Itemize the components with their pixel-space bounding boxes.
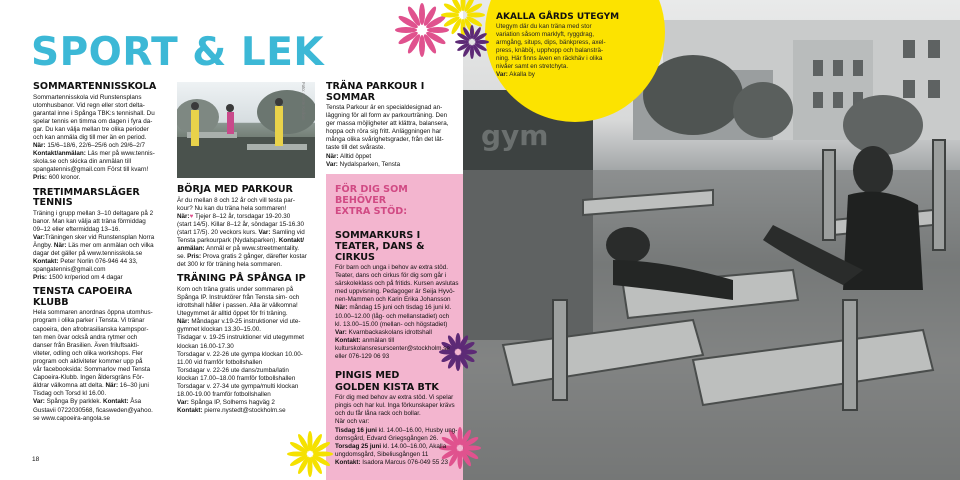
- parkour-summer-text-3: ger massa möjligheter att klättra, balansera,: [326, 120, 449, 128]
- pingis-text-2: pingis och har kul. Inga förkunskaper krävs: [335, 402, 455, 410]
- tennis-heading: SOMMARTENNISSKOLA: [33, 81, 157, 92]
- parkour-photo: [177, 82, 315, 178]
- tennis-camp-heading: TRETIMMARSLÄGER TENNIS: [33, 186, 140, 209]
- spanga-ip-text-1: Kom och träna gratis under sommaren på: [177, 285, 294, 293]
- parkour-start-text-7: se. Pris: Prova gratis 2 gånger, därefter kostar: [177, 253, 307, 261]
- parkour-start-text-6: anmälan: Anmäl er på www.streetmentality.: [177, 245, 300, 253]
- support-heading-2: EXTRA STÖD:: [335, 206, 408, 217]
- capoeira-text-2: program i olika parker i Tensta. Vi tränar: [33, 317, 145, 325]
- tennis-camp-contact: Kontakt: Peter Norlin 076-946 44 33,: [33, 258, 138, 266]
- pingis-heading-1: PINGIS MED: [335, 370, 400, 382]
- spanga-ip-text-10: Torsdagar v. 22-26 ute dans/zumba/latin: [177, 366, 289, 374]
- support-heading-1: FÖR DIG SOM BEHÖVER: [335, 184, 408, 206]
- capoeira-heading: TENSTA CAPOEIRA KLUBB: [33, 286, 133, 308]
- circus-text-3: särskoleklass och på fritids. Kursen avslutas: [335, 280, 459, 288]
- circus-heading-1: SOMMARKURS I: [335, 229, 421, 241]
- tennis-text-5: gar. Du kan välja mellan tre olika perioder: [33, 125, 149, 133]
- circus-text-7: kl. 13.00–15.00 (mellan- och högstadiet): [335, 320, 448, 328]
- pingis-text-6: ungdomsgård, Sibeliusgången 11: [335, 450, 429, 458]
- utegym-text-6: nivåer samt en stretchyta.: [496, 63, 569, 70]
- capoeira-text-4: ten men övar också andra rytmer och: [33, 333, 138, 341]
- circus-contact: Kontakt: anmälan till: [335, 336, 395, 344]
- capoeira-text-5: danser från Brasilien. Även friluftsakti-: [33, 341, 140, 349]
- parkour-start-text-8: det 300 kr för träning hela sommaren.: [177, 261, 283, 269]
- spanga-ip-where: Var: Spånga IP, Solhems hagväg 2: [177, 399, 275, 407]
- parkour-summer-text-5: många olika svårighetsgrader, från det lät-: [326, 136, 444, 144]
- spanga-ip-text-8: Torsdagar v. 22-26 ute gympa klockan 10.00-: [177, 350, 303, 358]
- column-left: [33, 82, 166, 423]
- spanga-ip-text-13: 18.00-19.00 framför fotbollshallen: [177, 391, 271, 399]
- parkour-summer-text-1: Tensta Parkour är en specialdesignad an-: [326, 104, 443, 111]
- pingis-heading-2: GOLDEN KISTA BTK: [335, 381, 439, 393]
- spanga-ip-text-3: idrottshall håller i passen. Alla är välkomna!: [177, 302, 298, 310]
- tennis-camp-text-2: banor. Man kan välja att träna förmiddag: [33, 217, 146, 225]
- spanga-ip-text-6: Tisdagar v. 19-25 instruktioner vid utegymmet: [177, 334, 305, 342]
- parkour-summer-where: Var: Nydalsparken, Tensta: [326, 160, 401, 168]
- spanga-ip-text-4: Utegymmet är alltid öppet för fri träning.: [177, 310, 288, 318]
- parkour-start-text-2: kour? Nu kan du träna hela sommaren!: [177, 204, 287, 212]
- pingis-text-1: För dig med behov av extra stöd. Vi spelar: [335, 394, 454, 402]
- flower-decoration-bottom-yellow: [284, 428, 336, 480]
- pingis-contact: Kontakt: Isadora Marcus 076-049 55 23: [335, 458, 449, 466]
- capoeira-where: Var: Spånga By parklek. Kontakt: Åsa: [33, 398, 142, 406]
- capoeira-contact-2: Gustavii 0722030568, ficasweden@yahoo.: [33, 406, 153, 414]
- utegym-where: Var: Akalla by: [496, 71, 535, 78]
- pingis-text-4: När och var:: [335, 418, 370, 426]
- parkour-summer-when: När: Alltid öppet: [326, 152, 372, 160]
- parkour-summer-heading: TRÄNA PARKOUR I SOMMAR: [326, 81, 425, 103]
- column-extra-support: [335, 185, 461, 467]
- capoeira-text-10: äldrar välkomna att delta. När: 16–30 juni: [33, 382, 149, 390]
- photo-credit: Foto: Anette Kalliom: [301, 82, 306, 121]
- tennis-camp-price: Pris: 1500 kr/period om 4 dagar: [33, 274, 123, 282]
- pingis-text-5: domsgård, Edvard Griegsgången 26.: [335, 434, 439, 442]
- tennis-when: När: 15/6–18/6, 22/6–25/6 och 29/6–2/7: [33, 142, 146, 150]
- flower-decoration-top-purple: [452, 22, 492, 62]
- parkour-summer-text-4: hoppa och röra sig fritt. Anläggningen har: [326, 128, 442, 136]
- tennis-contact-3: spangatennis@gmail.com Först till kvarn!: [33, 166, 149, 174]
- utegym-text-4: press, knäböj, upphopp och balansträ-: [496, 47, 604, 54]
- tennis-camp-text-4: dagar det gäller på www.tennisskola.se: [33, 250, 143, 257]
- circus-text-6: 10.00–12.00 (låg- och mellanstadiet) och: [335, 312, 450, 320]
- circus-text-5: nen-Mammen och Karin Erika Johansson: [335, 296, 451, 304]
- tennis-camp-text-3: 09–12 eller eftermiddag 13–16.: [33, 225, 121, 233]
- parkour-start-text-5: Tensta parkourpark (Nydalsparken). Kontakt/: [177, 236, 305, 244]
- parkour-start-text-3: (start 14/5). Killar 8–12 år, söndagar 15-16.30: [177, 220, 305, 228]
- utegym-text-1: Utegym där du kan träna med stor: [496, 23, 592, 30]
- tennis-camp-contact-2: spangatennis@gmail.com: [33, 266, 106, 274]
- parkour-start-when: När:♥ Tjejer 8–12 år, torsdagar 19-20.30: [177, 212, 291, 220]
- tennis-text-2: utomhusbanor. Vid regn eller stort delta-: [33, 101, 145, 109]
- pingis-text-3: och du får låna rack och bollar.: [335, 410, 421, 418]
- spanga-ip-text-2: Spånga IP. Instruktörer från Tensta sim- och: [177, 293, 300, 301]
- capoeira-contact-3: se www.capoeira-angola.se: [33, 414, 111, 422]
- circus-when: När: måndag 15 juni och tisdag 16 juni kl.: [335, 304, 452, 312]
- utegym-text-2: variation såsom marklyft, ryggdrag,: [496, 31, 594, 38]
- tennis-camp-where: Var:Träningen sker vid Runstensplan Norra: [33, 233, 155, 241]
- tennis-contact-2: skola.se och skicka din anmälan till: [33, 158, 131, 166]
- capoeira-text-9: Capoeira-Klubb. Ingen åldersgräns För-: [33, 374, 144, 382]
- svg-text:gym: gym: [481, 119, 549, 152]
- capoeira-text-8: vår facebooksida: Sommarlov med Tensta: [33, 366, 151, 374]
- tennis-camp-text-1: Träning i grupp mellan 3–10 deltagare på 2: [33, 209, 154, 217]
- parkour-start-heading: BÖRJA MED PARKOUR: [177, 184, 293, 195]
- parkour-summer-text-2: läggning för all form av parkourträning. Den: [326, 112, 448, 120]
- spanga-ip-contact: Kontakt: pierre.nystedt@stockholm.se: [177, 407, 286, 415]
- tennis-price: Pris: 600 kronor.: [33, 174, 81, 182]
- capoeira-text-11: Tisdag och Torsd kl 16.00.: [33, 390, 107, 398]
- spanga-ip-when: När: Måndagar v.19-25 instruktioner vid ute-: [177, 318, 301, 326]
- parkour-summer-text-6: taste till det svåraste.: [326, 144, 386, 152]
- spanga-ip-text-12: Torsdagar v. 27-34 ute gympa/multi klockan: [177, 382, 299, 390]
- capoeira-text-6: viteter, odling och olika workshops. Fler: [33, 349, 143, 357]
- circus-where: Var: Kvarnbackaskolans idrottshall: [335, 328, 432, 336]
- tennis-text-1: Sommartennisskola vid Runstensplans: [33, 93, 142, 101]
- circus-contact-3: eller 076-129 06 93: [335, 353, 390, 361]
- parkour-photo-art: [177, 82, 315, 178]
- tennis-camp-where-2: Ängby. När: Läs mer om anmälan och vilka: [33, 241, 154, 249]
- parkour-start-text-1: Är du mellan 8 och 12 år och vill testa par-: [177, 196, 295, 204]
- circus-text-1: För barn och unga i behov av extra stöd.: [335, 264, 449, 271]
- column-parkour-summer: [326, 82, 460, 169]
- capoeira-text-7: program och aktiviteter kommer upp på: [33, 357, 143, 365]
- utegym-section: [496, 12, 646, 79]
- spanga-ip-text-11: klockan 17.00–18.00 framför fotbollshallen: [177, 374, 296, 382]
- pingis-date-1: Tisdag 16 juni kl. 14.00–16.00, Husby ung-: [335, 426, 458, 434]
- circus-heading-2: TEATER, DANS & CIRKUS: [335, 241, 425, 263]
- spanga-ip-text-9: 11.00 vid framför fotbollshallen: [177, 358, 263, 366]
- circus-text-2: Teater, dans och cirkus för dig som går i: [335, 272, 447, 280]
- capoeira-text-1: Hela sommaren anordnas öppna utomhus-: [33, 309, 153, 317]
- spanga-ip-heading: TRÄNING PÅ SPÅNGA IP: [177, 273, 306, 285]
- utegym-text-5: ning. Här finns även en räckhäv i olika: [496, 55, 603, 62]
- circus-contact-2: kulturskolansresurscenter@stockholm.se: [335, 344, 450, 352]
- capoeira-text-3: capoeira, den afrobrasilianska kampspor-: [33, 325, 149, 333]
- tennis-text-3: garantal inne i Spånga TBK:s tennishall. Du: [33, 109, 155, 117]
- page-title: SPORT & LEK: [31, 30, 325, 75]
- circus-text-4: med uppvisning. Pedagoger är Seija Hyvö-: [335, 288, 455, 296]
- column-middle: [177, 185, 316, 415]
- pingis-date-2: Torsdag 25 juni kl. 14.00–16.00, Akalla: [335, 442, 447, 450]
- page-number: 18: [32, 456, 40, 463]
- utegym-text-3: armgång, situps, dips, bänkpress, axel-: [496, 39, 606, 46]
- tennis-contact: Kontakt/anmälan: Läs mer på www.tennis-: [33, 150, 155, 158]
- tennis-text-6: och kan anmäla dig till mer än en period.: [33, 133, 147, 141]
- spanga-ip-text-5: gymmet klockan 13.30–15.00.: [177, 326, 262, 334]
- tennis-text-4: spelar tennis en timma om dagen i fyra da-: [33, 117, 153, 125]
- utegym-heading: AKALLA GÅRDS UTEGYM: [496, 12, 620, 22]
- parkour-start-text-4: (start 17/5). 20 veckors kurs. Var: Samling vid: [177, 228, 305, 236]
- spanga-ip-text-7: klockan 16.00-17.30: [177, 342, 234, 350]
